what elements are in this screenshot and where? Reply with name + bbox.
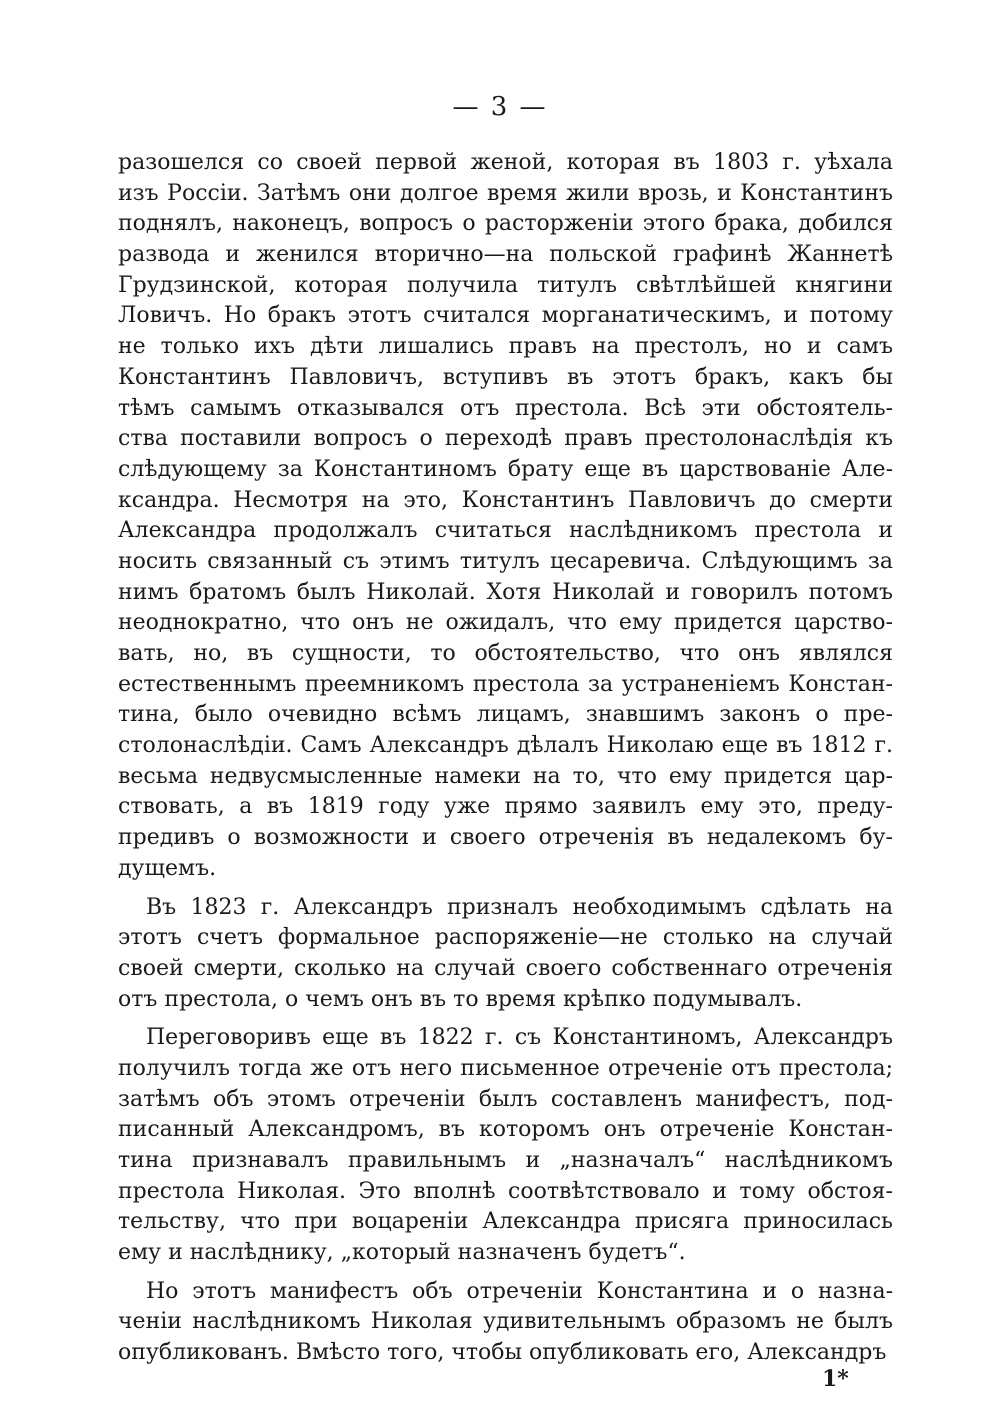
text-line: опубликованъ. Вмѣсто того, чтобы опубликовать его, Александръ: [118, 1340, 887, 1366]
text-line: тѣмъ самымъ отказывался отъ престола. Всѣ эти обстоятель-: [118, 395, 893, 421]
text-line: Переговоривъ еще въ 1822 г. съ Константиномъ, Александръ: [146, 1025, 893, 1051]
text-line: ствовать, а въ 1819 году уже прямо заявилъ ему это, преду-: [118, 794, 893, 820]
text-line: неоднократно, что онъ не ожидалъ, что ему придется царство-: [118, 610, 893, 636]
paragraph-2: [118, 893, 893, 1016]
text-line: Константинъ Павловичъ, вступивъ въ этотъ бракъ, какъ бы: [118, 364, 893, 390]
text-line: тина, было очевидно всѣмъ лицамъ, знавшимъ законъ о пре-: [118, 702, 893, 728]
text-line: поднялъ, наконецъ, вопросъ о расторженіи этого брака, добился: [118, 211, 893, 237]
text-line: своей смерти, сколько на случай своего собственнаго отреченія: [118, 955, 893, 981]
text-line: Въ 1823 г. Александръ призналъ необходимымъ сдѣлать на: [146, 894, 893, 920]
signature-mark: 1*: [822, 1366, 849, 1392]
text-line: не только ихъ дѣти лишались правъ на престолъ, но и самъ: [118, 334, 893, 360]
text-line: дущемъ.: [118, 855, 217, 881]
text-line: ему и наслѣднику, „который назначенъ будетъ“.: [118, 1240, 686, 1266]
text-line: развода и женился вторично—на польской графинѣ Жаннетѣ: [118, 242, 893, 268]
text-line: носить связанный съ этимъ титулъ цесаревича. Слѣдующимъ за: [118, 548, 893, 574]
text-line: ства поставили вопросъ о переходѣ правъ престолонаслѣдія къ: [118, 426, 893, 452]
text-line: писанный Александромъ, въ которомъ онъ отреченіе Констан-: [118, 1117, 893, 1143]
text-line: затѣмъ объ этомъ отреченіи былъ составленъ манифестъ, под-: [118, 1086, 893, 1112]
text-line: тельству, что при воцареніи Александра присяга приносилась: [118, 1209, 893, 1235]
page-number: — 3 —: [452, 92, 548, 122]
text-line: изъ Россіи. Затѣмъ они долгое время жили врозь, и Константинъ: [118, 180, 893, 206]
text-line: получилъ тогда же отъ него письменное отреченіе отъ престола;: [118, 1055, 893, 1081]
text-line: вать, но, въ сущности, то обстоятельство, что онъ являлся: [118, 641, 893, 666]
text-line: нимъ братомъ былъ Николай. Хотя Николай и говорилъ потомъ: [118, 579, 893, 605]
paragraph-3: [118, 1023, 893, 1269]
paragraph-1: [118, 148, 893, 885]
text-line: весьма недвусмысленные намеки на то, что ему придется цар-: [118, 763, 893, 789]
text-line: Александра продолжалъ считаться наслѣдникомъ престола и: [118, 518, 893, 544]
text-line: ксандра. Несмотря на это, Константинъ Павловичъ до смерти: [118, 487, 893, 513]
body-text: [118, 148, 893, 1369]
text-line: этотъ счетъ формальное распоряженіе—не столько на случай: [118, 925, 893, 951]
text-line: Но этотъ манифестъ объ отреченіи Константина и о назна-: [146, 1278, 893, 1304]
text-line: слѣдующему за Константиномъ брату еще въ царствованіе Але-: [118, 456, 893, 482]
text-line: естественнымъ преемникомъ престола за устраненіемъ Констан-: [118, 671, 893, 697]
paragraph-4: [118, 1277, 893, 1369]
text-line: Ловичъ. Но бракъ этотъ считался морганатическимъ, и потому: [118, 303, 893, 329]
text-line: предивъ о возможности и своего отреченія въ недалекомъ бу-: [118, 825, 893, 851]
text-line: Грудзинской, которая получила титулъ свѣтлѣйшей княгини: [118, 272, 893, 298]
text-line: ченіи наслѣдникомъ Николая удивительнымъ образомъ не былъ: [118, 1309, 893, 1335]
text-line: разошелся со своей первой женой, которая въ 1803 г. уѣхала: [118, 150, 893, 175]
text-line: престола Николая. Это вполнѣ соотвѣтствовало и тому обстоя-: [118, 1178, 893, 1204]
text-line: отъ престола, о чемъ онъ въ то время крѣпко подумывалъ.: [118, 986, 803, 1012]
text-line: столонаслѣдіи. Самъ Александръ дѣлалъ Николаю еще въ 1812 г.: [118, 733, 893, 759]
text-line: тина признавалъ правильнымъ и „назначалъ“ наслѣдникомъ: [118, 1148, 893, 1173]
